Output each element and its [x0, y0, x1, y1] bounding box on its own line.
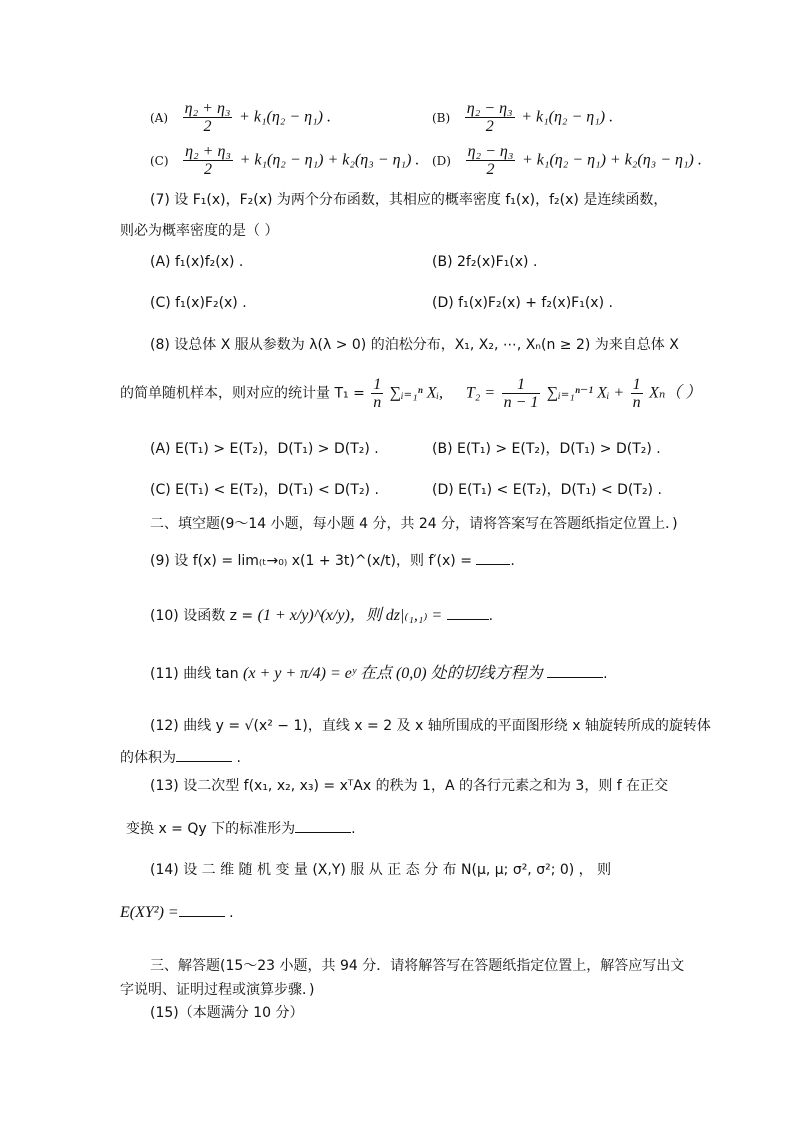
- q8-t1-fraction: $\frac{1}{n}$: [373, 376, 382, 411]
- q8-option-b: (B) E(T₁) > E(T₂)，D(T₁) > D(T₂) .: [432, 441, 661, 457]
- q8-t2-fraction: $\frac{1}{n - 1}$: [503, 376, 539, 411]
- q10-answer-blank[interactable]: [447, 605, 489, 620]
- q7-stem-line1: (7) 设 F₁(x)，F₂(x) 为两个分布函数，其相应的概率密度 f₁(x)，f₂(x) 是连续函数，: [150, 192, 668, 208]
- q11-answer-blank[interactable]: [547, 663, 603, 678]
- q13-line2: 变换 x = Qy 下的标准形为 .: [126, 818, 356, 839]
- q6-d-fraction: $\frac{\text{η₂ − η₃}}{2}$: [467, 143, 514, 178]
- q13-answer-blank[interactable]: [295, 818, 351, 833]
- q10: (10) 设函数 z = (1 + x/y)^(x/y)，则 dz|₍₁,₁₎ = .: [150, 607, 494, 624]
- q6-c-fraction: $\frac{\text{η₂ + η₃}}{2}$: [185, 143, 231, 178]
- q6-option-c: (C) $\frac{\text{η₂ + η₃}}{2}$ + k₁(η₂ − η₁) + k₂(η₃ − η₁) .: [150, 143, 420, 178]
- section3-heading-line2: 字说明、证明过程或演算步骤．): [120, 982, 315, 998]
- q15-heading: (15)（本题满分 10 分）: [150, 1005, 304, 1021]
- q7-stem-line2: 则必为概率密度的是（ ）: [120, 223, 279, 239]
- q6-option-d: (D) $\frac{\text{η₂ − η₃}}{2}$ + k₁(η₂ − η₁) + k₂(η₃ − η₁) .: [432, 143, 702, 178]
- q8-stem-line1: (8) 设总体 X 服从参数为 λ(λ > 0) 的泊松分布，X₁, X₂, ⋯, Xₙ(n ≥ 2) 为来自总体 X: [150, 337, 679, 353]
- q9-answer-blank[interactable]: [476, 550, 510, 565]
- q13-line1: (13) 设二次型 f(x₁, x₂, x₃) = xᵀAx 的秩为 1，A 的各行元素之和为 3，则 f 在正交: [150, 778, 669, 794]
- q6-b-fraction: $\frac{\text{η₂ − η₃}}{2}$: [466, 100, 513, 135]
- q12-answer-blank[interactable]: [176, 747, 232, 762]
- q12-line1: (12) 曲线 y = √(x² − 1)，直线 x = 2 及 x 轴所围成的平面图形绕 x 轴旋转所成的旋转体: [150, 718, 711, 734]
- q8-option-d: (D) E(T₁) < E(T₂)，D(T₁) < D(T₂) .: [432, 482, 662, 498]
- q8-option-a: (A) E(T₁) > E(T₂)，D(T₁) > D(T₂) .: [150, 441, 379, 457]
- q8-t2-fraction2: $\frac{1}{n}$: [632, 376, 641, 411]
- q7-option-a: (A) f₁(x)f₂(x) .: [150, 254, 244, 270]
- q14-line2: E(XY²) = .: [120, 904, 234, 921]
- q7-option-c: (C) f₁(x)F₂(x) .: [150, 295, 247, 311]
- q8-option-c: (C) E(T₁) < E(T₂)，D(T₁) < D(T₂) .: [150, 482, 379, 498]
- q9: (9) 设 f(x) = lim₍ₜ→₀₎ x(1 + 3t)^(x/t)，则 f′(x) = .: [150, 550, 515, 571]
- q7-option-d: (D) f₁(x)F₂(x) + f₂(x)F₁(x) .: [432, 295, 613, 311]
- q12-line2: 的体积为 .: [120, 747, 241, 768]
- q14-answer-blank[interactable]: [179, 902, 225, 917]
- section2-heading: 二、填空题(9～14 小题，每小题 4 分，共 24 分，请将答案写在答题纸指定位置上．): [150, 516, 678, 532]
- q7-option-b: (B) 2f₂(x)F₁(x) .: [432, 254, 538, 270]
- q6-option-b: (B) $\frac{\text{η₂ − η₃}}{2}$ + k₁(η₂ − η₁) .: [432, 100, 614, 135]
- q6-option-a: (A) $\frac{\text{η₂ + η₃}}{2}$ + k₁(η₂ − η₁) .: [150, 100, 331, 135]
- q6-a-fraction: $\frac{\text{η₂ + η₃}}{2}$: [184, 100, 231, 135]
- section3-heading-line1: 三、解答题(15～23 小题，共 94 分．请将解答写在答题纸指定位置上，解答应写出文: [150, 958, 685, 974]
- q11: (11) 曲线 tan (x + y + π/4) = eʸ 在点 (0,0) 处的切线方程为 .: [150, 665, 608, 682]
- q8-stem-line2: 的简单随机样本，则对应的统计量 T₁ = $\frac{1}{n}$ ∑ᵢ₌₁ⁿ Xᵢ, T₂ = $\frac{1}{n - 1}$ ∑ᵢ₌₁ⁿ⁻¹ Xᵢ + $\frac{1}{n}$ Xₙ（ ）: [120, 376, 702, 411]
- q14-line1: (14) 设 二 维 随 机 变 量 (X,Y) 服 从 正 态 分 布 N(μ, μ; σ², σ²; 0) ， 则: [150, 862, 612, 878]
